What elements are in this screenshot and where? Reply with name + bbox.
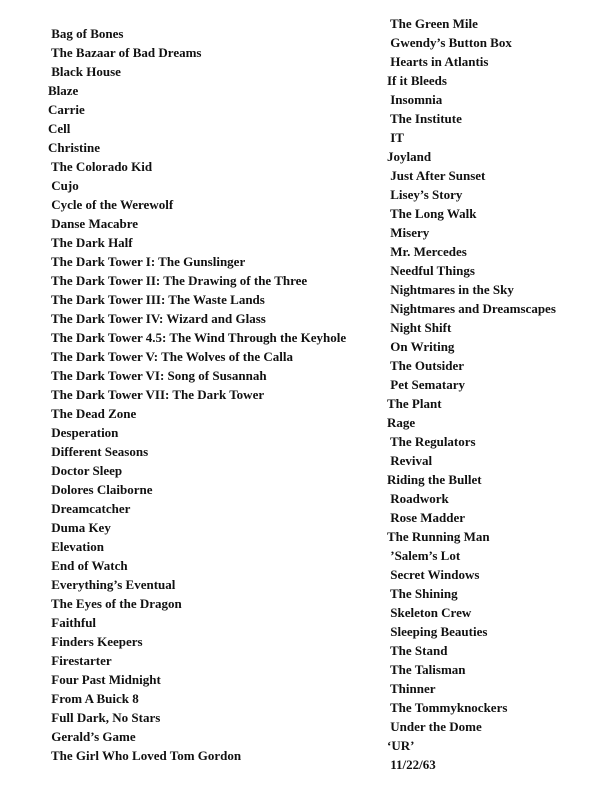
book-title: The Eyes of the Dragon	[48, 596, 182, 611]
book-title: Finders Keepers	[48, 634, 143, 649]
book-title: Desperation	[48, 425, 119, 440]
book-title: The Outsider	[387, 358, 465, 373]
book-title: The Running Man	[387, 529, 490, 544]
book-title: Pet Sematary	[387, 377, 465, 392]
book-title: From A Buick 8	[48, 691, 139, 706]
book-title: Duma Key	[48, 520, 111, 535]
book-title: Misery	[387, 225, 430, 240]
book-title: Nightmares and Dreamscapes	[387, 301, 556, 316]
book-title: The Dark Tower VII: The Dark Tower	[48, 387, 265, 402]
book-title: Carrie	[48, 102, 85, 117]
book-title: 11/22/63	[387, 757, 436, 772]
book-title: Nightmares in the Sky	[387, 282, 514, 297]
book-title: The Dark Tower VI: Song of Susannah	[48, 368, 267, 383]
book-title: Full Dark, No Stars	[48, 710, 161, 725]
book-title: The Institute	[387, 111, 462, 126]
book-title: Roadwork	[387, 491, 449, 506]
book-title: The Tommyknockers	[387, 700, 508, 715]
book-title: Secret Windows	[387, 567, 480, 582]
book-title: Rose Madder	[387, 510, 465, 525]
book-list-left-column	[48, 24, 346, 765]
book-title: Mr. Mercedes	[387, 244, 467, 259]
book-title: Cujo	[48, 178, 79, 193]
book-title: If it Bleeds	[387, 73, 447, 88]
book-title: Gerald’s Game	[48, 729, 136, 744]
book-title: The Dark Half	[48, 235, 133, 250]
book-title: Cell	[48, 121, 71, 136]
book-title: Black House	[48, 64, 121, 79]
book-title: The Plant	[387, 396, 442, 411]
book-title: Different Seasons	[48, 444, 149, 459]
book-title: Skeleton Crew	[387, 605, 472, 620]
book-title: The Green Mile	[387, 16, 478, 31]
book-list-right-column	[387, 14, 556, 774]
book-title: ’Salem’s Lot	[387, 548, 461, 563]
book-title: The Dark Tower III: The Waste Lands	[48, 292, 265, 307]
book-title: Gwendy’s Button Box	[387, 35, 512, 50]
book-title: IT	[387, 130, 404, 145]
book-title: The Dark Tower IV: Wizard and Glass	[48, 311, 266, 326]
book-title: Christine	[48, 140, 100, 155]
book-title: The Stand	[387, 643, 448, 658]
book-title: Everything’s Eventual	[48, 577, 176, 592]
book-title: ‘UR’	[387, 738, 415, 753]
book-title: The Dark Tower II: The Drawing of the Three	[48, 273, 308, 288]
book-title: Danse Macabre	[48, 216, 139, 231]
book-title: The Bazaar of Bad Dreams	[48, 45, 202, 60]
book-title: The Dark Tower V: The Wolves of the Calla	[48, 349, 293, 364]
book-title: Faithful	[48, 615, 97, 630]
book-title: Firestarter	[48, 653, 112, 668]
book-title: The Regulators	[387, 434, 476, 449]
book-title: Rage	[387, 415, 416, 430]
book-title: Insomnia	[387, 92, 443, 107]
book-title: Cycle of the Werewolf	[48, 197, 174, 212]
book-title: Under the Dome	[387, 719, 482, 734]
book-title: Hearts in Atlantis	[387, 54, 489, 69]
book-title: Doctor Sleep	[48, 463, 123, 478]
book-title: Elevation	[48, 539, 104, 554]
book-title: Revival	[387, 453, 433, 468]
book-title: Four Past Midnight	[48, 672, 161, 687]
book-title: The Girl Who Loved Tom Gordon	[48, 748, 242, 763]
book-title: Sleeping Beauties	[387, 624, 488, 639]
book-title: The Colorado Kid	[48, 159, 153, 174]
book-title: The Dark Tower I: The Gunslinger	[48, 254, 246, 269]
book-title: Dreamcatcher	[48, 501, 131, 516]
book-title: Bag of Bones	[48, 26, 124, 41]
book-title: Just After Sunset	[387, 168, 486, 183]
book-title: Blaze	[48, 83, 79, 98]
book-title: Lisey’s Story	[387, 187, 463, 202]
book-title: Night Shift	[387, 320, 452, 335]
book-title: The Shining	[387, 586, 458, 601]
book-title: Riding the Bullet	[387, 472, 482, 487]
book-title: The Dark Tower 4.5: The Wind Through the Keyhole	[48, 330, 347, 345]
book-title: On Writing	[387, 339, 455, 354]
book-title: Thinner	[387, 681, 436, 696]
book-title: The Talisman	[387, 662, 466, 677]
book-title: The Long Walk	[387, 206, 477, 221]
book-title: Needful Things	[387, 263, 475, 278]
book-title: The Dead Zone	[48, 406, 137, 421]
book-title: Dolores Claiborne	[48, 482, 153, 497]
book-title: Joyland	[387, 149, 432, 164]
book-title: End of Watch	[48, 558, 128, 573]
